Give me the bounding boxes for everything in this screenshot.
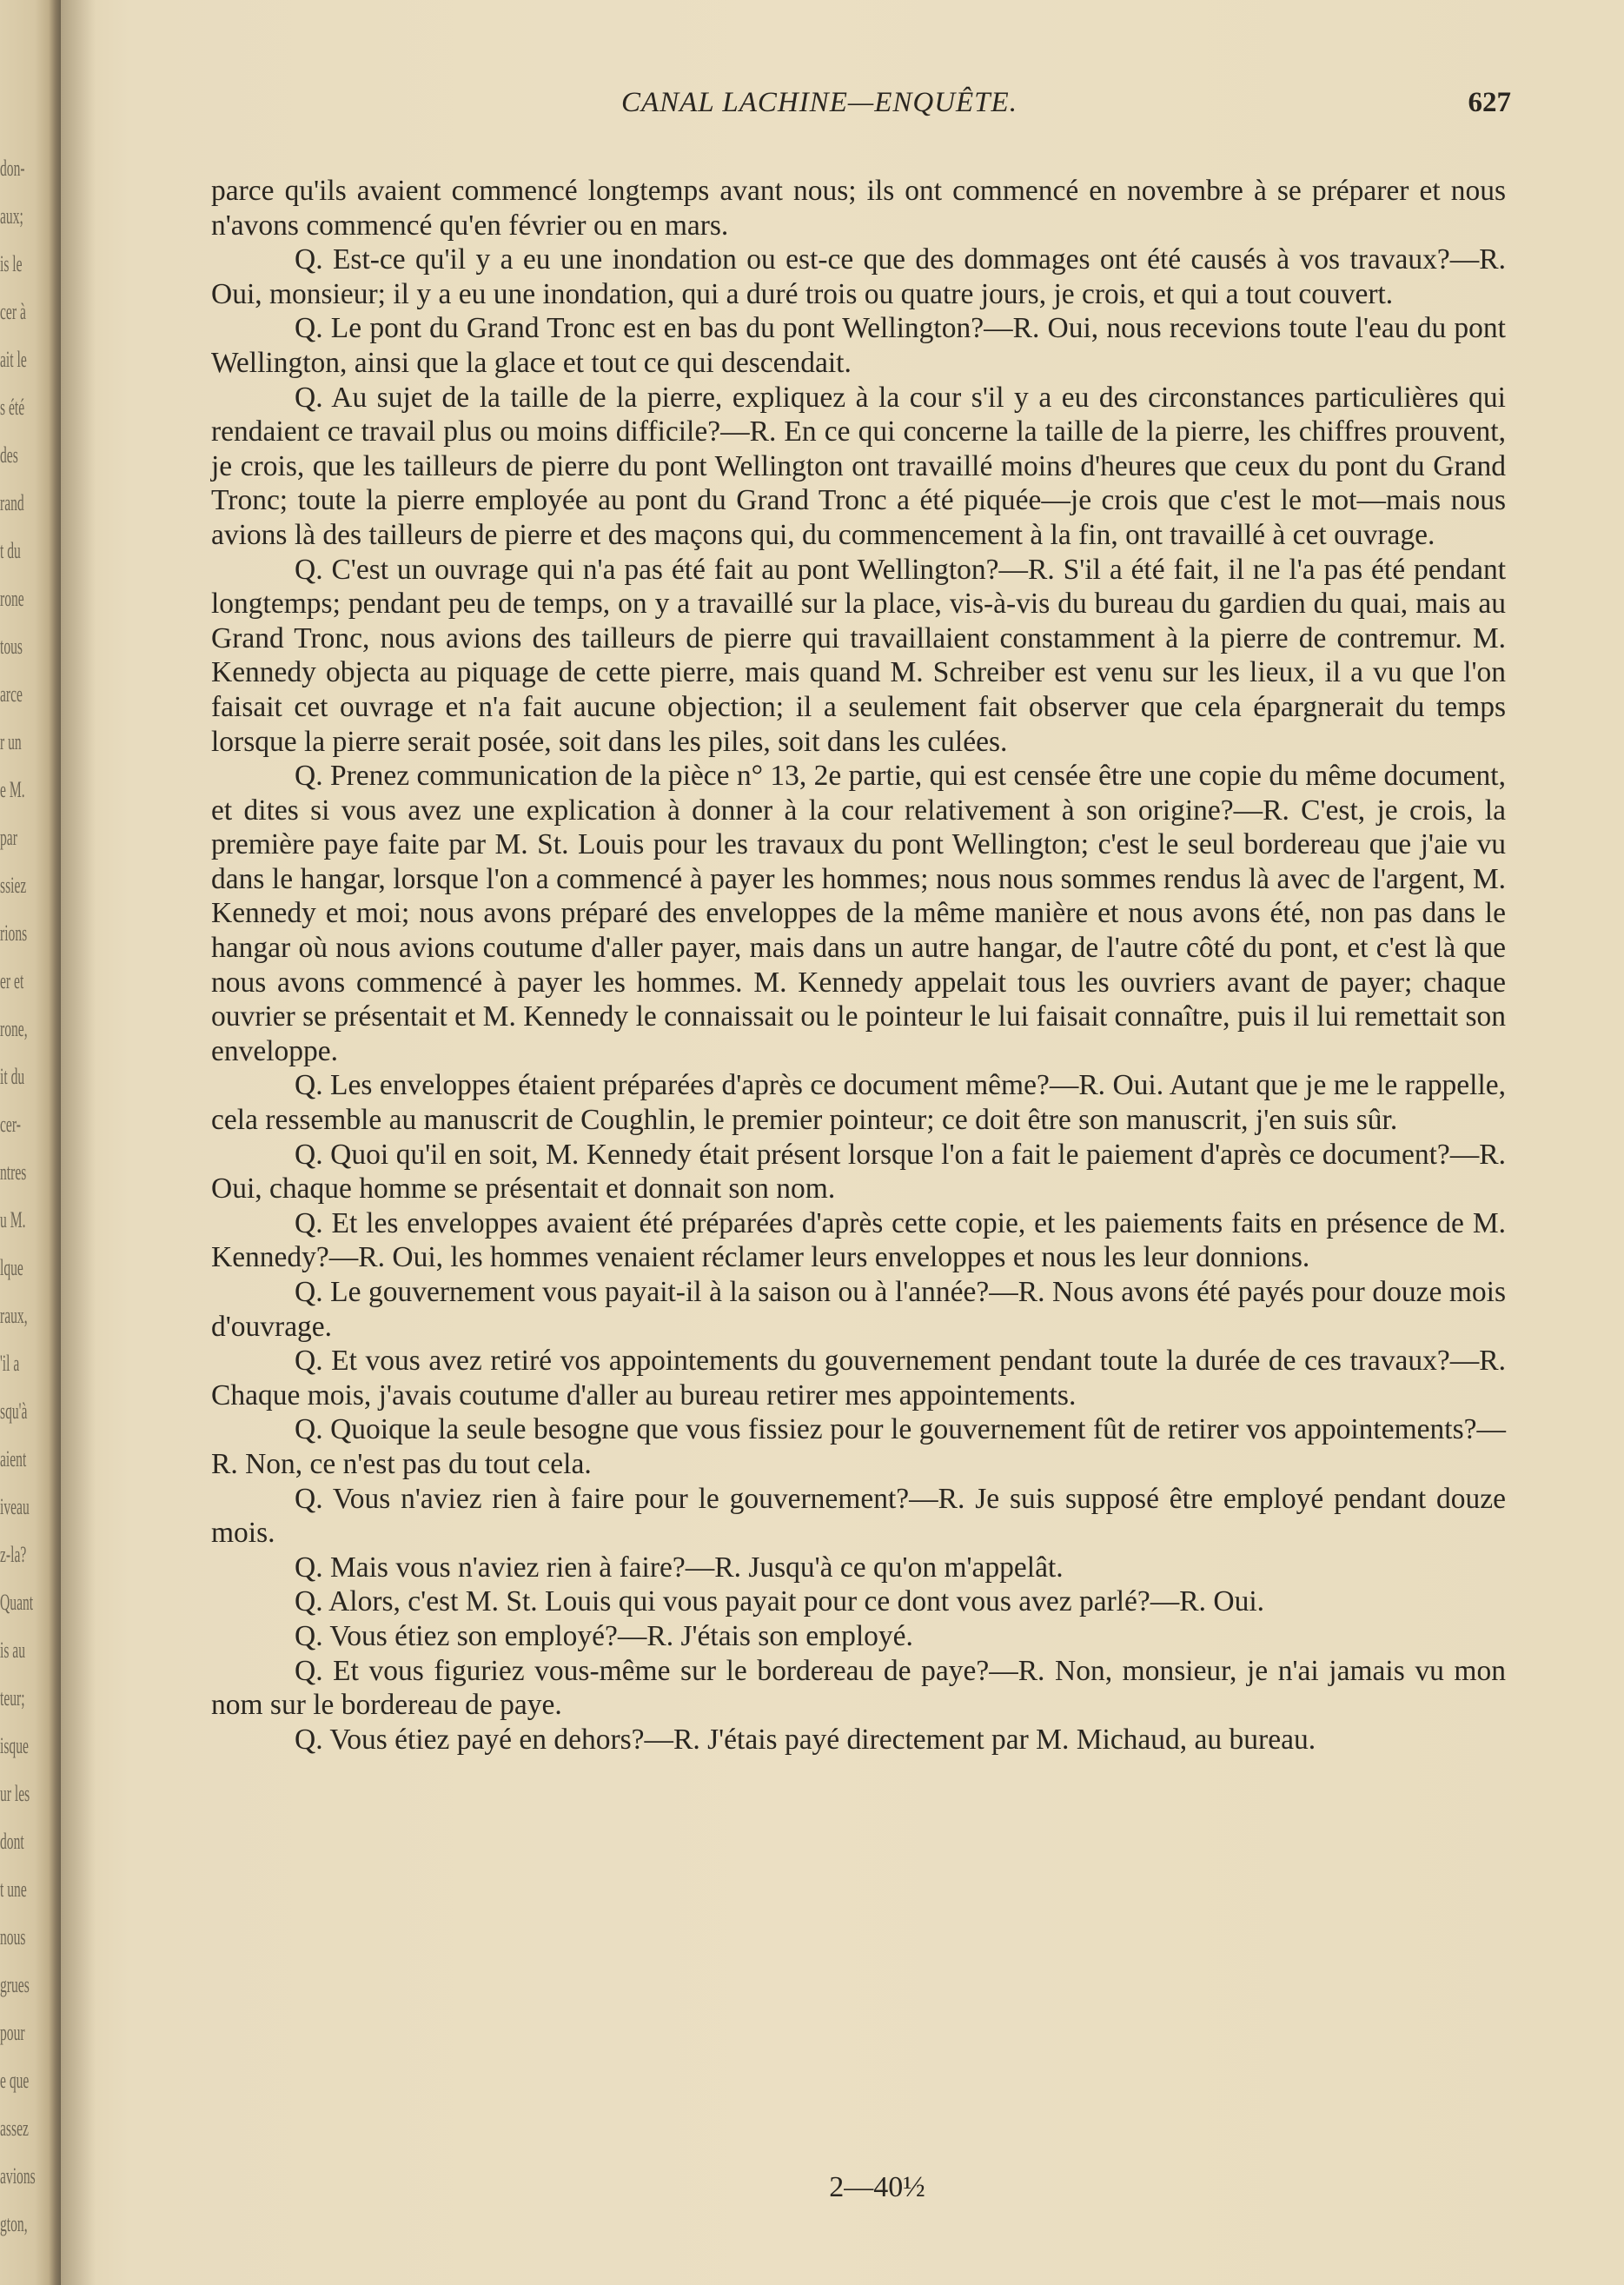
previous-page-fragment: des	[0, 442, 18, 468]
paragraph: Q. Et vous figuriez vous-même sur le bordereau de paye?—R. Non, monsieur, je n'ai jamais vu mon nom sur le bordereau de paye.	[211, 1654, 1506, 1722]
paragraph: Q. C'est un ouvrage qui n'a pas été fait au pont Wellington?—R. S'il a été fait, il ne l'a pas été pendant longtemps; pendant peu de temps, on y a travaillé sur la place, vis-à-vis du bureau du gardien du quai, mais au Grand Tronc, nous avions des tailleurs de pierre qui travaillaient constamment à la pierre de contremur. M. Kennedy objecta au piquage de cette pierre, mais quand M. Schreiber est venu sur les lieux, il a vu que l'on faisait cet ouvrage et n'a fait aucune objection; il a seulement fait observer que cela épargnerait du temps lorsque la pierre serait posée, soit dans les piles, soit dans les culées.	[211, 553, 1506, 758]
previous-page-fragment: iveau	[0, 1494, 30, 1519]
previous-page-fragment: ur les	[0, 1781, 30, 1806]
running-head: CANAL LACHINE—ENQUÊTE.	[621, 87, 1017, 118]
previous-page-fragment: par	[0, 825, 17, 850]
paragraph: Q. Vous n'aviez rien à faire pour le gouvernement?—R. Je suis supposé être employé pendant douze mois.	[211, 1482, 1506, 1550]
page-number: 627	[1468, 87, 1511, 118]
previous-page-fragment: cer à	[0, 299, 26, 324]
previous-page-fragment: Quant	[0, 1590, 34, 1615]
previous-page-fragment: ait le	[0, 347, 27, 372]
body-text	[211, 174, 1506, 1757]
previous-page-fragment: dont	[0, 1829, 24, 1854]
paragraph: Q. Vous étiez son employé?—R. J'étais son employé.	[295, 1619, 913, 1652]
paragraph: Q. Est-ce qu'il y a eu une inondation ou est-ce que des dommages ont été causés à vos travaux?—R. Oui, monsieur; il y a eu une inondation, qui a duré trois ou quatre jours, je crois, et qui a tout couvert.	[211, 243, 1506, 310]
previous-page-fragment: er et	[0, 968, 24, 993]
previous-page-fragment: e M.	[0, 777, 25, 802]
previous-page-fragment: is au	[0, 1637, 26, 1663]
gutter-shadow	[61, 0, 96, 2285]
previous-page-fragment: u M.	[0, 1207, 26, 1232]
paragraph: Q. Et vous avez retiré vos appointements du gouvernement pendant toute la durée de ces travaux?—R. Chaque mois, j'avais coutume d'aller au bureau retirer mes appointements.	[211, 1345, 1506, 1412]
previous-page-fragment: t du	[0, 538, 21, 563]
paragraph: Q. Le pont du Grand Tronc est en bas du pont Wellington?—R. Oui, nous recevions toute l'eau du pont Wellington, ainsi que la glace et tout ce qui descendait.	[211, 312, 1506, 379]
previous-page-fragment: squ'à	[0, 1398, 28, 1424]
signature-mark: 2—40½	[829, 2171, 925, 2203]
previous-page-fragment: s été	[0, 395, 25, 420]
previous-page-fragment: pour	[0, 2020, 25, 2045]
previous-page-fragment: ssiez	[0, 873, 27, 898]
previous-page-fragment: t une	[0, 1876, 27, 1902]
paragraph: Q. Au sujet de la taille de la pierre, expliquez à la cour s'il y a eu des circonstances particulières qui rendaient ce travail plus ou moins difficile?—R. En ce qui concerne la taille de la pierre, les chiffres prouvent, je crois, que les tailleurs de pierre du pont Wellington ont travaillé moins d'heures que ceux du pont du Grand Tronc; toute la pierre employée au pont du Grand Tronc a été piquée—je crois que c'est le mot—mais nous avions là des tailleurs de pierre et des maçons qui, du commencement à la fin, ont travaillé à cet ouvrage.	[211, 381, 1506, 551]
previous-page-fragment: isque	[0, 1733, 29, 1758]
previous-page-fragment: don-	[0, 156, 25, 181]
previous-page-fragment: aient	[0, 1446, 27, 1471]
previous-page-fragment: raux,	[0, 1303, 28, 1328]
previous-page-fragment: cer-	[0, 1112, 21, 1137]
previous-page-fragment: rand	[0, 490, 24, 515]
previous-page-fragment: aux;	[0, 203, 23, 229]
paragraph: Q. Les enveloppes étaient préparées d'après ce document même?—R. Oui. Autant que je me le rappelle, cela ressemble au manuscrit de Coughlin, le premier pointeur; ce doit être son manuscrit, j'en suis sûr.	[211, 1069, 1506, 1137]
previous-page-fragment: avions	[0, 2163, 36, 2189]
previous-page-fragment: assez	[0, 2116, 29, 2141]
previous-page-fragment: it du	[0, 1064, 25, 1089]
previous-page-fragment: z-la?	[0, 1542, 27, 1567]
previous-page-fragment: rone,	[0, 1016, 28, 1041]
paragraph: Q. Le gouvernement vous payait-il à la saison ou à l'année?—R. Nous avons été payés pour douze mois d'ouvrage.	[211, 1276, 1506, 1343]
paragraph: Q. Quoi qu'il en soit, M. Kennedy était présent lorsque l'on a fait le paiement d'après ce document?—R. Oui, chaque homme se présentait et donnait son nom.	[211, 1138, 1506, 1206]
previous-page-fragment: nous	[0, 1924, 26, 1950]
paragraph: Q. Quoique la seule besogne que vous fissiez pour le gouvernement fût de retirer vos appointements?—R. Non, ce n'est pas du tout cela.	[211, 1413, 1506, 1480]
previous-page-fragment: arce	[0, 681, 23, 707]
paragraph: parce qu'ils avaient commencé longtemps avant nous; ils ont commencé en novembre à se préparer et nous n'avons commencé qu'en février ou en mars.	[211, 175, 1506, 242]
paragraph: Q. Prenez communication de la pièce n° 13, 2e partie, qui est censée être une copie du même document, et dites si vous avez une explication à donner à la cour relativement à son origine?—R. C'est, je crois, la première paye faite par M. St. Louis pour les travaux du pont Wellington; c'est le seul bordereau que j'aie vu dans le hangar, lorsque l'on a commencé à payer les hommes; nous nous sommes rendus là avec de l'argent, M. Kennedy et moi; nous avons préparé des enveloppes de la même manière et nous avons été, non pas dans le hangar où nous avions coutume d'aller payer, mais dans un autre hangar, de l'autre côté du pont, et c'est là que nous avons commencé à payer les hommes. M. Kennedy appelait tous les ouvriers avant de payer; chaque ouvrier se présentait et M. Kennedy le connaissait ou le pointeur le lui faisait connaître, puis il lui remettait son enveloppe.	[211, 760, 1506, 1067]
previous-page-fragment: lque	[0, 1255, 23, 1280]
previous-page-fragment: tous	[0, 634, 23, 659]
previous-page-fragment: rone	[0, 586, 24, 611]
paragraph: Q. Vous étiez payé en dehors?—R. J'étais payé directement par M. Michaud, au bureau.	[295, 1723, 1316, 1756]
previous-page-fragment: e que	[0, 2068, 30, 2093]
previous-page-fragment: teur;	[0, 1685, 25, 1710]
previous-page-fragment: r un	[0, 729, 22, 754]
paragraph: Q. Mais vous n'aviez rien à faire?—R. Jusqu'à ce qu'on m'appelât.	[295, 1551, 1064, 1584]
previous-page-fragment: ntres	[0, 1159, 27, 1185]
previous-page-fragment: is le	[0, 251, 23, 276]
paragraph: Q. Alors, c'est M. St. Louis qui vous payait pour ce dont vous avez parlé?—R. Oui.	[295, 1585, 1265, 1618]
previous-page-fragment: 'il a	[0, 1351, 20, 1376]
previous-page-fragment: rions	[0, 920, 28, 946]
previous-page-fragment: gton,	[0, 2211, 28, 2236]
paragraph: Q. Et les enveloppes avaient été préparées d'après cette copie, et les paiements faits en présence de M. Kennedy?—R. Oui, les hommes venaient réclamer leurs enveloppes et nous les leur donnions.	[211, 1206, 1506, 1274]
previous-page-fragment: grues	[0, 1972, 30, 1997]
